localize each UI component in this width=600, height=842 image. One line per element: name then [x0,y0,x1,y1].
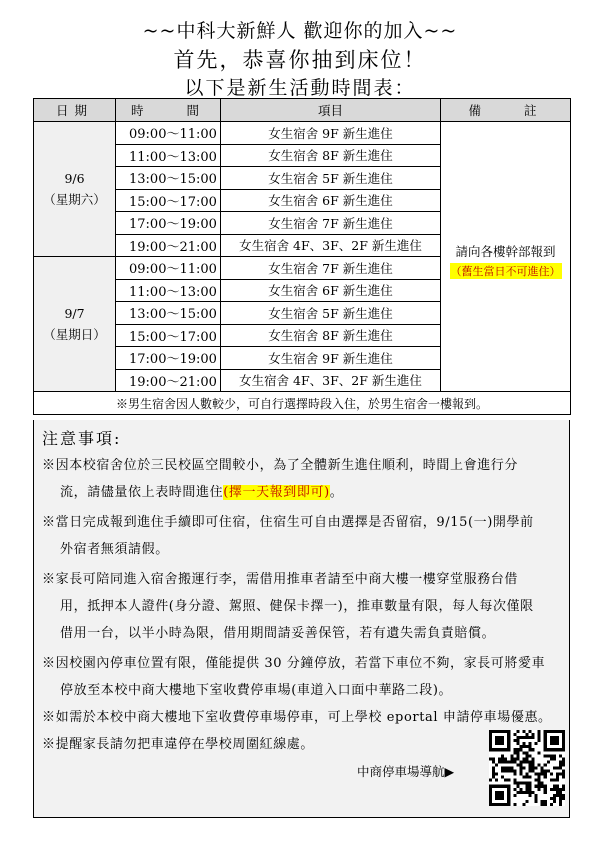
time-cell: 17:00～19:00 [116,212,221,235]
note-2-line-b: 外宿者無須請假。 [60,542,169,557]
header-time: 時 間 [116,99,221,122]
note-5: ※如需於本校中商大樓地下室收費停車場停車，可上學校 eportal 申請停車場優惠。 [42,710,552,725]
note-3-line-a: ※家長可陪同進入宿舍搬運行李，需借用推車者請至中商大樓一樓穿堂服務台借 [42,572,519,587]
weekday-value: （星期日） [43,327,106,342]
date-value: 9/7 [64,306,85,321]
remark-note: （舊生當日不可進住） [450,265,561,278]
note-1-line-a: ※因本校宿舍位於三民校區空間較小，為了全體新生進住順利，時間上會進行分 [42,458,519,473]
item-cell: 女生宿舍 4F、3F、2F 新生進住 [221,369,441,392]
item-cell: 女生宿舍 5F 新生進住 [221,302,441,325]
remark-cell [441,122,571,392]
notes-heading: 注意事項: [42,429,122,448]
item-cell: 女生宿舍 8F 新生進住 [221,144,441,167]
item-cell: 女生宿舍 9F 新生進住 [221,347,441,370]
notes-panel [33,420,570,818]
item-cell: 女生宿舍 6F 新生進住 [221,189,441,212]
time-cell: 15:00～17:00 [116,189,221,212]
header-date: 日期 [34,99,116,122]
table-row [34,122,571,145]
male-note-row [34,392,571,415]
time-cell: 13:00～15:00 [116,302,221,325]
time-cell: 17:00～19:00 [116,347,221,370]
welcome-title: ~~中科大新鮮人 歡迎你的加入~~ [142,20,458,42]
time-cell: 09:00～11:00 [116,257,221,280]
note-4-line-b: 停放至本校中商大樓地下室收費停車場(車道入口面中華路二段)。 [60,683,453,698]
note-3 [42,566,562,647]
weekday-value: （星期六） [43,192,106,207]
note-2 [42,509,562,563]
table-header-row [34,99,571,122]
note-1 [42,452,562,506]
note-3-line-c: 借用一台，以半小時為限，借用期間請妥善保管，若有遺失需負責賠償。 [60,626,496,641]
item-cell: 女生宿舍 6F 新生進住 [221,279,441,302]
item-cell: 女生宿舍 4F、3F、2F 新生進住 [221,234,441,257]
item-cell: 女生宿舍 7F 新生進住 [221,212,441,235]
schedule-title: 以下是新生活動時間表： [184,77,416,99]
item-cell: 女生宿舍 8F 新生進住 [221,324,441,347]
item-cell: 女生宿舍 7F 新生進住 [221,257,441,280]
parking-qr-code[interactable] [489,730,565,806]
male-dorm-note: ※男生宿舍因人數較少，可自行選擇時段入住，於男生宿舍一樓報到。 [34,392,571,415]
note-1-highlight: (擇一天報到即可) [223,485,330,500]
header-remark: 備 註 [441,99,571,122]
note-3-line-b: 用，抵押本人證件(身分證、駕照、健保卡擇一)，推車數量有限，每人每次僅限 [60,599,534,614]
item-cell: 女生宿舍 5F 新生進住 [221,167,441,190]
note-4-line-a: ※因校園內停車位置有限，僅能提供 30 分鐘停放，若當下車位不夠，家長可將愛車 [42,656,546,671]
note-1-line-b: 流，請儘量依上表時間進住(擇一天報到即可)。 [60,485,344,500]
time-cell: 11:00～13:00 [116,279,221,302]
date-cell [34,257,116,392]
time-cell: 19:00～21:00 [116,369,221,392]
date-value: 9/6 [64,171,85,186]
schedule-table [33,98,571,415]
parking-nav-label[interactable]: 中商停車場導航▶ [357,764,455,779]
note-6: ※提醒家長請勿把車違停在學校周圍紅線處。 [42,737,315,752]
time-cell: 11:00～13:00 [116,144,221,167]
time-cell: 19:00～21:00 [116,234,221,257]
remark-main: 請向各樓幹部報到 [455,244,556,259]
time-cell: 15:00～17:00 [116,324,221,347]
header-item: 項目 [221,99,441,122]
note-2-line-a: ※當日完成報到進住手續即可住宿，住宿生可自由選擇是否留宿，9/15(一)開學前 [42,515,534,530]
congrats-title: 首先，恭喜你抽到床位！ [173,48,427,72]
time-cell: 09:00～11:00 [116,122,221,145]
note-4 [42,650,562,704]
item-cell: 女生宿舍 9F 新生進住 [221,122,441,145]
time-cell: 13:00～15:00 [116,167,221,190]
date-cell [34,122,116,257]
